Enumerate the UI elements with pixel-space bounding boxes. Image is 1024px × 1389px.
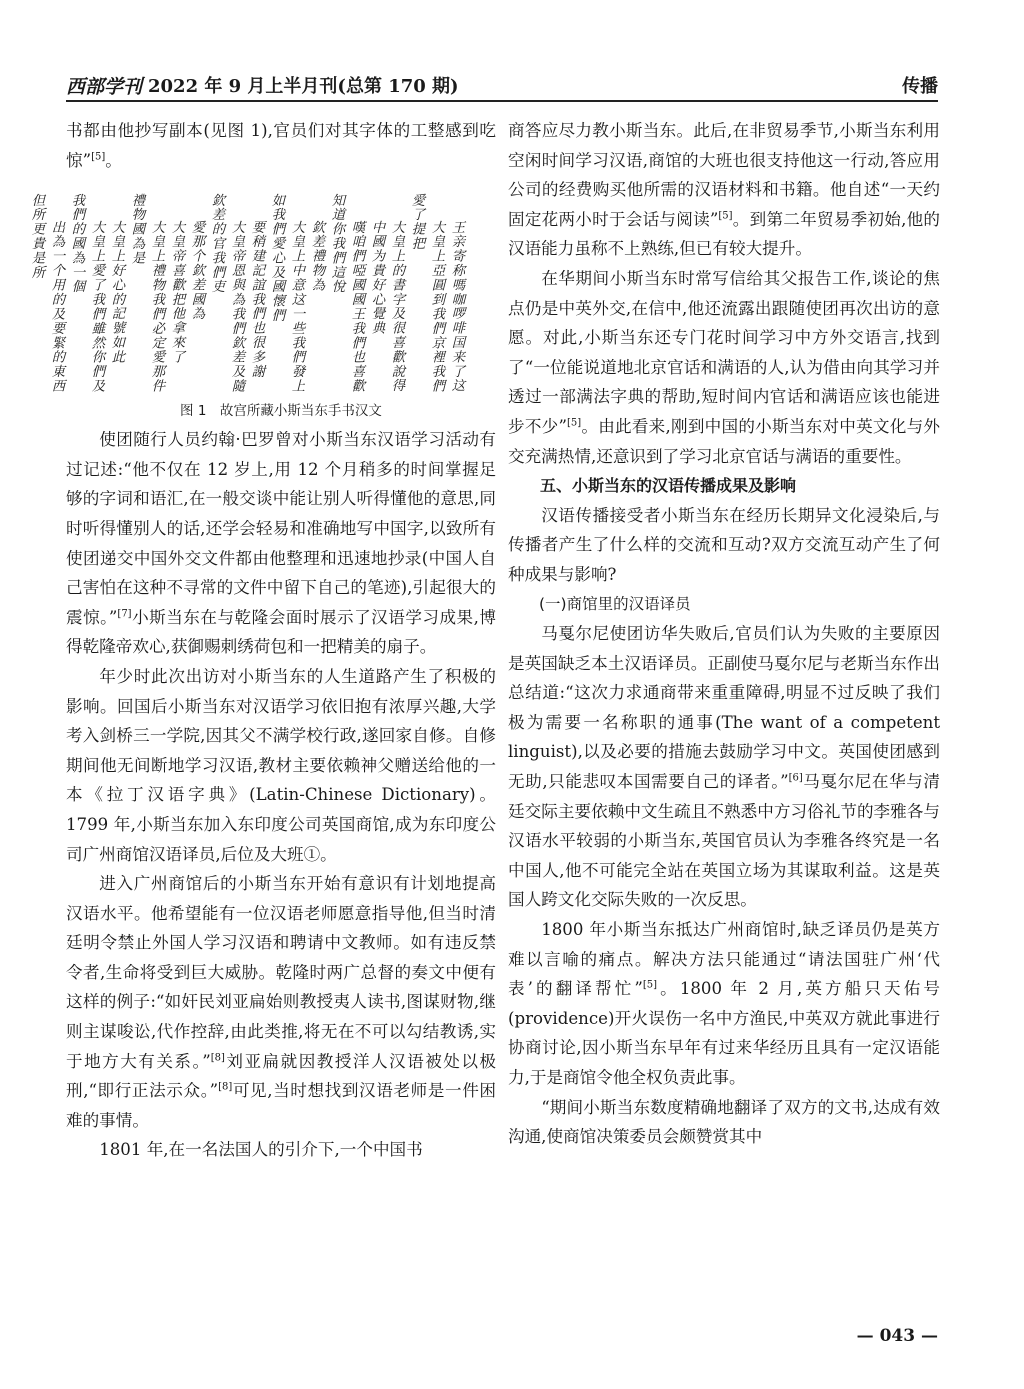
left-column: [29, 116, 497, 1165]
manuscript-line: 大皇帝恩與為我們欽差及隨欽差的官我們吏: [209, 193, 244, 394]
paragraph: “期间小斯当东数度精确地翻译了双方的文书,达成有效沟通,使商馆决策委员会颇赞赏其中: [508, 1097, 940, 1147]
paragraph: 1801 年,在一名法国人的引介下,一个中国书: [99, 1140, 423, 1160]
manuscript-line: 大皇上禮物我們必定愛那件禮物國為是: [129, 193, 164, 394]
section-name: 传播: [902, 76, 938, 97]
paragraph: 在华期间小斯当东时常写信给其父报告工作,谈论的焦点仍是中英外交,在信中,他还流露出跟随使团再次出访的意愿。对此,小斯当东还专门花时间学习中方外交语言,找到了“一位能说道地北京官话和满语的人,认为借由向其学习并透过一部满法字典的帮助,短时间内官话和满语应该也能进步不少”[5]。由此看来,刚到中国的小斯当东对中英文化与外交充满热情,还意识到了学习北京官话与满语的重要性。: [508, 268, 940, 466]
manuscript-line: 大皇上的書字及很喜歡說得: [389, 219, 404, 393]
subsection-heading: (一)商馆里的汉语译员: [539, 594, 691, 613]
paragraph: 1800 年小斯当东抵达广州商馆时,缺乏译员仍是英方难以言喻的痛点。解决方法只能通过“请法国驻广州‘代表’的翻译帮忙”[5]。1800 年 2 月,英方船只天佑号(providence)开火误伤一名中方渔民,中英双方就此事进行协商讨论,因小斯当东早年有过来华经历且具有一定汉语能力,于是商馆令他全权负责此事。: [508, 920, 940, 1087]
manuscript-line: 大皇上好心的記號如此: [109, 219, 124, 364]
figure-caption: 图 1 故宫所藏小斯当东手书汉文: [180, 403, 382, 420]
manuscript-line: 大皇上中意这一些我們發上如我們愛心及國懷們: [269, 193, 304, 394]
paragraph: 使团随行人员约翰·巴罗曾对小斯当东汉语学习活动有过记述:“他不仅在 12 岁上,用 12 个月稍多的时间掌握足够的字词和语汇,在一般交谈中能让别人听得懂他的意思,同时听得懂别人的话,还学会轻易和准确地写中国字,以致所有使团递交中国外交文件都由他整理和迅速地抄录(中国人自己害怕在这种不寻常的文件中留下自己的笔迹),引起很大的震惊。”[7]小斯当东在与乾隆会面时展示了汉语学习成果,博得乾隆帝欢心,获御赐刺绣荷包和一把精美的扇子。: [66, 430, 496, 657]
right-column: [508, 116, 940, 1152]
manuscript-line: 大皇帝喜歡把他拿來了: [169, 219, 184, 364]
paragraph: 进入广州商馆后的小斯当东开始有意识有计划地提高汉语水平。他希望能有一位汉语老师愿意指导他,但当时清廷明令禁止外国人学习汉语和聘请中文教师。如有违反禁令者,生命将受到巨大威胁。乾隆时两广总督的奏文中便有这样的例子:“如奸民刘亚扁始则教授夷人读书,图谋财物,继则主谋唆讼,代作控辞,由此类推,将无在不可以勾结教诱,实于地方大有关系。”[8]刘亚扁就因教授洋人汉语被处以极刑,“即行正法示众。”[8]可见,当时想找到汉语老师是一件困难的事情。: [66, 874, 497, 1130]
manuscript-line: 大皇上亞圓到我們京裡我們愛了提把: [409, 193, 444, 394]
manuscript-line: 嘆咱們啞國國王我們也喜歡知道你我們這悅: [329, 193, 364, 394]
figure-1: [29, 193, 496, 420]
manuscript-line: 王亲寄称嗎咖啰啡国来了这: [449, 219, 464, 393]
manuscript-line: 要稍建記誼我們也很多謝: [249, 219, 264, 379]
paragraph: 商答应尽力教小斯当东。此后,在非贸易季节,小斯当东利用空闲时间学习汉语,商馆的大班也很支持他这一行动,答应用公司的经费购买他所需的汉语材料和书籍。他自述“一天约固定花两小时于会话与阅读”[5]。到第二年贸易季初始,他的汉语能力虽称不上熟练,但已有较大提升。: [508, 121, 940, 259]
manuscript-line: 欽差禮物為: [309, 219, 324, 292]
section-heading: 五、小斯当东的汉语传播成果及影响: [540, 476, 797, 496]
header-rule: [66, 100, 938, 102]
manuscript-line: 中國为貴好心覺典: [369, 219, 384, 336]
running-header: [66, 68, 938, 102]
manuscript-line: 大皇上愛了我們雖然你們及我們的國為一個: [69, 193, 104, 394]
paragraph: 年少时此次出访对小斯当东的人生道路产生了积极的影响。回国后小斯当东对汉语学习依旧抱有浓厚兴趣,大学考入剑桥三一学院,因其父不满学校行政,遂回家自修。自修期间他无间断地学习汉语,教材主要依赖神父赠送给他的一本《拉丁汉语字典》(Latin-Chinese Dictionary)。1799 年,小斯当东加入东印度公司英国商馆,成为东印度公司广州商馆汉语译员,后位及大班①。: [66, 666, 496, 864]
manuscript-line: 愛那个欽差國為: [189, 219, 204, 321]
paragraph: 马戛尔尼使团访华失败后,官员们认为失败的主要原因是英国缺乏本土汉语译员。正副使马戛尔尼与老斯当东作出总结道:“这次力求通商带来重重障碍,明显不过反映了我们极为需要一名称职的通事(The want of a competent linguist),以及必要的措施去鼓励学习中文。英国使团感到无助,只能悲叹本国需要自己的译者。”[6]马戛尔尼在华与清廷交际主要依赖中文生疏且不熟悉中方习俗礼节的李雅各与汉语水平较弱的小斯当东,英国官员认为李雅各终究是一名中国人,他不可能完全站在英国立场为其谋取利益。这是英国人跨文化交际失败的一次反思。: [508, 624, 940, 910]
manuscript-line: 出為一个用的及要緊的東西但所更貴是所: [29, 193, 64, 394]
journal-logo: 西部学刊: [66, 76, 143, 98]
paragraph: 书都由他抄写副本(见图 1),官员们对其字体的工整感到吃惊”[5]。: [66, 121, 496, 170]
issue-info: 2022 年 9 月上半月刊(总第 170 期): [148, 76, 459, 97]
manuscript-image: [29, 193, 466, 394]
paragraph: 汉语传播接受者小斯当东在经历长期异文化浸染后,与传播者产生了什么样的交流和互动?双方交流互动产生了何种成果与影响?: [508, 505, 940, 584]
page-number: — 043 —: [856, 1326, 938, 1346]
